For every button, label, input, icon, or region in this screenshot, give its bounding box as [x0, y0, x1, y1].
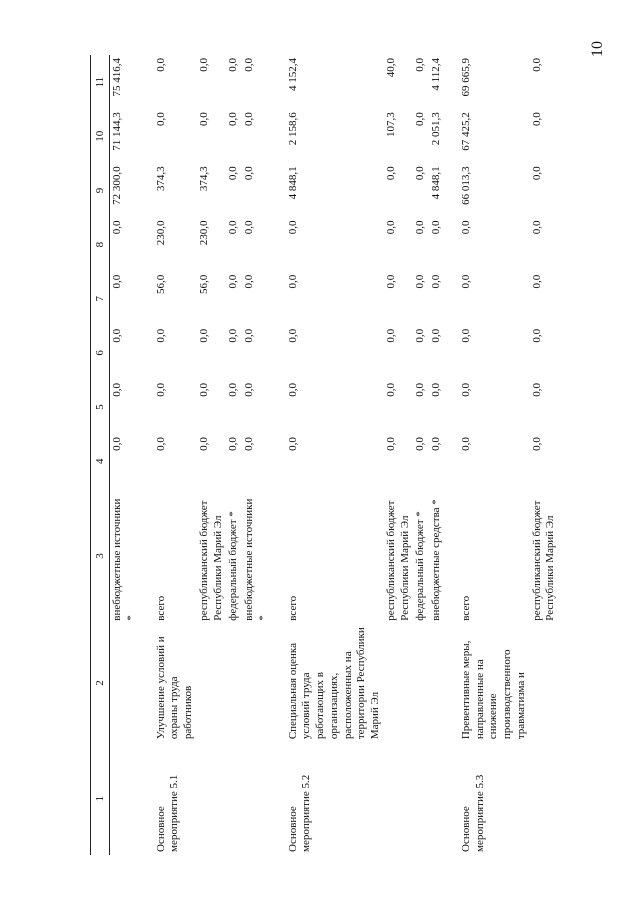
cell-value: 0,0 [111, 220, 123, 235]
cell-value: 0,0 [459, 383, 472, 397]
cell-value: 0,0 [414, 58, 427, 72]
cell-c1 [110, 742, 140, 855]
cell-value: 69 665,9 [459, 58, 472, 97]
cell-value: 0,0 [384, 437, 397, 451]
table-row [530, 55, 560, 855]
cell-value: 0,0 [430, 328, 442, 343]
cell-value: 71 144,3 [111, 112, 123, 151]
cell-value: 0,0 [243, 220, 255, 235]
cell-c1 [226, 742, 242, 855]
cell-c2 [110, 624, 140, 742]
cell-value: 0,0 [384, 383, 397, 397]
cell-value: 0,0 [227, 383, 240, 397]
cell-value: 0,0 [430, 383, 442, 397]
cell-value: 0,0 [530, 166, 543, 181]
table-row [384, 55, 414, 855]
table-body [110, 55, 560, 855]
table-row [226, 55, 242, 855]
cell-value: 0,0 [243, 328, 255, 343]
cell-value: 0,0 [459, 328, 472, 343]
cell-value: 0,0 [111, 328, 123, 343]
cell-value: 0,0 [430, 437, 442, 451]
cell-value: 0,0 [227, 58, 240, 72]
cell-c3: республиканский бюджет Республики Марий Эл [197, 500, 224, 621]
cell-c1: Основное мероприятие 5.3 [459, 774, 486, 852]
col-header: 3 [91, 488, 110, 623]
cell-value: 107,3 [384, 112, 397, 137]
row-spacer [445, 55, 459, 855]
cell-c1: Основное мероприятие 5.2 [286, 774, 313, 852]
cell-value: 374,3 [154, 166, 167, 192]
cell-value: 0,0 [111, 383, 123, 397]
cell-value: 0,0 [459, 220, 472, 235]
cell-c1 [242, 742, 272, 855]
cell-value: 2 158,6 [286, 112, 299, 146]
cell-c3: республиканский бюджет Республики Марий Эл [530, 500, 557, 621]
cell-value: 0,0 [286, 328, 299, 343]
table-row [459, 55, 530, 855]
col-header: 1 [91, 742, 110, 855]
col-header: 11 [91, 55, 110, 109]
cell-c2 [197, 624, 227, 742]
page-number: 10 [589, 41, 606, 57]
cell-c3: федеральный бюджет * [227, 511, 240, 621]
table-row [242, 55, 272, 855]
cell-value: 66 013,3 [459, 166, 472, 205]
cell-value: 0,0 [243, 437, 255, 451]
cell-value: 0,0 [414, 437, 427, 451]
cell-c2 [384, 624, 414, 742]
cell-value: 230,0 [197, 220, 210, 246]
cell-value: 0,0 [243, 274, 255, 289]
cell-c1 [530, 742, 560, 855]
cell-value: 4 848,1 [286, 166, 299, 200]
cell-value: 0,0 [227, 274, 240, 289]
cell-c1 [197, 742, 227, 855]
cell-value: 56,0 [154, 274, 167, 294]
column-number-row [91, 55, 110, 855]
cell-value: 0,0 [384, 166, 397, 181]
cell-value: 0,0 [227, 328, 240, 343]
col-header: 2 [91, 624, 110, 742]
cell-value: 0,0 [227, 112, 240, 126]
cell-value: 0,0 [414, 383, 427, 397]
cell-value: 0,0 [227, 166, 240, 181]
table-row [429, 55, 445, 855]
cell-value: 0,0 [530, 112, 543, 126]
rotated-table-page [90, 55, 557, 855]
cell-value: 0,0 [227, 220, 240, 235]
cell-c3: всего [154, 595, 167, 621]
col-header: 7 [91, 272, 110, 326]
table-row [197, 55, 227, 855]
cell-value: 0,0 [286, 437, 299, 451]
cell-value: 0,0 [430, 274, 442, 289]
cell-value: 0,0 [197, 58, 210, 72]
cell-value: 230,0 [154, 220, 167, 246]
cell-value: 0,0 [414, 274, 427, 289]
cell-value: 56,0 [197, 274, 210, 294]
col-header: 10 [91, 109, 110, 163]
row-spacer [272, 55, 286, 855]
cell-c2 [429, 624, 445, 742]
cell-value: 0,0 [197, 112, 210, 126]
cell-value: 0,0 [384, 328, 397, 343]
cell-c1 [429, 742, 445, 855]
cell-value: 2 051,3 [430, 112, 442, 146]
cell-value: 0,0 [243, 58, 255, 72]
cell-c2: Улучшение условий и охраны труда работников [154, 636, 194, 740]
cell-value: 0,0 [197, 383, 210, 397]
row-spacer [140, 55, 154, 855]
cell-value: 0,0 [154, 437, 167, 451]
cell-value: 0,0 [286, 220, 299, 235]
col-header: 4 [91, 434, 110, 488]
col-header: 6 [91, 326, 110, 380]
cell-c1 [384, 742, 414, 855]
cell-value: 0,0 [243, 383, 255, 397]
cell-value: 0,0 [414, 220, 427, 235]
cell-value: 0,0 [243, 112, 255, 126]
cell-value: 0,0 [227, 437, 240, 451]
cell-c2: Превентивные меры, направленные на снижение производственного травматизма и [459, 640, 527, 740]
cell-c3: всего [286, 595, 299, 621]
cell-value: 40,0 [384, 58, 397, 78]
cell-value: 0,0 [414, 328, 427, 343]
cell-value: 0,0 [384, 274, 397, 289]
cell-value: 0,0 [384, 220, 397, 235]
cell-c3: федеральный бюджет * [414, 511, 427, 621]
cell-value: 72 300,0 [111, 166, 123, 205]
cell-value: 67 425,2 [459, 112, 472, 151]
cell-value: 0,0 [530, 328, 543, 343]
col-header: 8 [91, 218, 110, 272]
cell-value: 0,0 [197, 437, 210, 451]
cell-value: 4 848,1 [430, 166, 442, 200]
cell-value: 0,0 [414, 166, 427, 181]
cell-value: 0,0 [530, 437, 543, 451]
cell-value: 0,0 [530, 220, 543, 235]
cell-c2 [413, 624, 429, 742]
cell-value: 0,0 [154, 58, 167, 72]
cell-value: 0,0 [459, 274, 472, 289]
col-header: 9 [91, 163, 110, 217]
cell-value: 0,0 [530, 383, 543, 397]
cell-c1 [413, 742, 429, 855]
cell-value: 0,0 [197, 328, 210, 343]
cell-value: 4 152,4 [286, 58, 299, 91]
cell-value: 0,0 [154, 112, 167, 126]
cell-c3: внебюджетные источники * [243, 498, 269, 621]
budget-table [90, 55, 559, 855]
cell-c3: внебюджетные источники * [111, 498, 137, 621]
cell-value: 0,0 [243, 166, 255, 181]
cell-value: 0,0 [459, 437, 472, 451]
cell-value: 4 112,4 [430, 58, 442, 91]
cell-value: 0,0 [154, 383, 167, 397]
cell-c2: Специальная оценка условий труда работающих в организациях, расположенных на территории Республики Марий Эл [286, 627, 381, 740]
cell-c2 [530, 624, 560, 742]
cell-c3: всего [459, 595, 472, 621]
cell-c2 [226, 624, 242, 742]
cell-value: 0,0 [111, 437, 123, 451]
cell-value: 0,0 [430, 220, 442, 235]
table-row [110, 55, 140, 855]
cell-value: 374,3 [197, 166, 210, 192]
table-row [154, 55, 197, 855]
cell-c1: Основное мероприятие 5.1 [154, 774, 181, 852]
cell-value: 0,0 [530, 274, 543, 289]
cell-c2 [242, 624, 272, 742]
cell-value: 0,0 [414, 112, 427, 126]
cell-value: 0,0 [154, 328, 167, 343]
cell-c3: внебюджетные средства * [430, 499, 442, 621]
cell-value: 0,0 [286, 383, 299, 397]
col-header: 5 [91, 380, 110, 434]
table-row [413, 55, 429, 855]
cell-value: 0,0 [530, 58, 543, 72]
table-row [286, 55, 384, 855]
cell-value: 0,0 [111, 274, 123, 289]
cell-c3: республиканский бюджет Республики Марий Эл [384, 500, 411, 621]
cell-value: 0,0 [286, 274, 299, 289]
cell-value: 75 416,4 [111, 58, 123, 97]
